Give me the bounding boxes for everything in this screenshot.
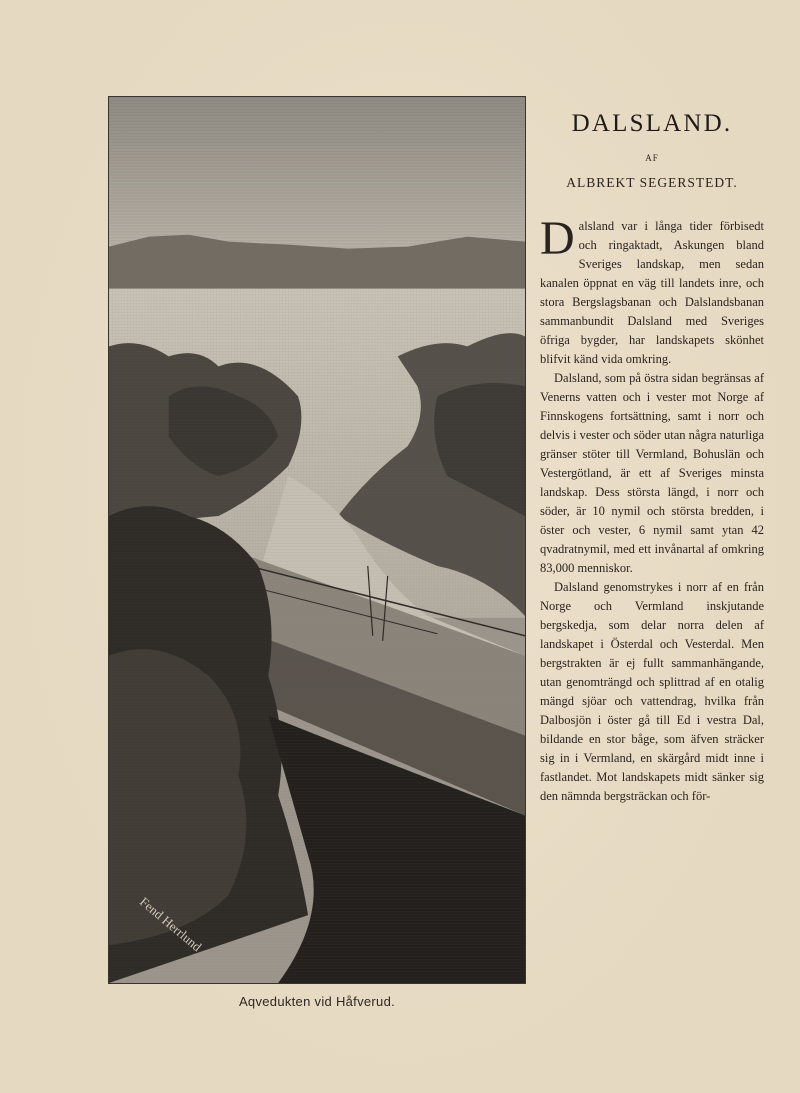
engraving-illustration: [108, 96, 526, 984]
byline-af: AF: [645, 153, 659, 163]
artist-signature: Fend Herrlund: [136, 893, 205, 955]
paragraph-2: Dalsland, som på östra sidan begränsas af Venerns vatten och i vester mot Norge af Finnskogens fortsättning, samt i norr och delvis i vester och söder utan några naturliga gränser stöter till Vermland, Bohuslän och Vestergötland, är ett af Sveriges minsta landskap. Dess största längd, i norr och söder, är 10 nymil och största bredden, i öster och vester, 6 nymil samt ytan 42 qvadratnymil, med ett invånartal af omkring 83,000 menniskor.: [540, 371, 764, 575]
aqueduct-engraving: [109, 97, 525, 983]
article-body: [540, 212, 764, 806]
paragraph-1: [540, 212, 764, 369]
paragraph-1-text: alsland var i långa tider förbisedt och ringaktadt, Askungen bland Sveriges landskap, men sedan kanalen öppnat en väg till landets inre, och stora Bergslagsbanan och Dalslandsbanan sammanbundit Dalsland med Sveriges öfriga bygder, har landskapets skönhet blifvit känd vida omkring.: [540, 219, 764, 366]
article-column: [540, 100, 764, 806]
article-title: DALSLAND.: [571, 110, 733, 137]
drop-cap: D: [540, 212, 575, 265]
author-name: ALBREKT SEGERSTEDT.: [566, 175, 738, 190]
paragraph-3: Dalsland genomstrykes i norr af en från Norge och Vermland inskjutande bergskedja, som delar norra delen af landskapet i Österdal och Vesterdal. Men bergstrakten är ej fullt sammanhängande, utan genomträngd och splittrad af en otalig mängd sjöar och vattendrag, hvilka från Dalbosjön i öster gå till Ed i vestra Dal, bildande en stor båge, som äfven sträcker sig in i Vermland, en skärgård midt inne i fastlandet. Mot landskapets midt sänker sig den nämnda bergsträckan och för-: [540, 580, 764, 803]
illustration-caption: Aqvedukten vid Håfverud.: [238, 994, 396, 1009]
